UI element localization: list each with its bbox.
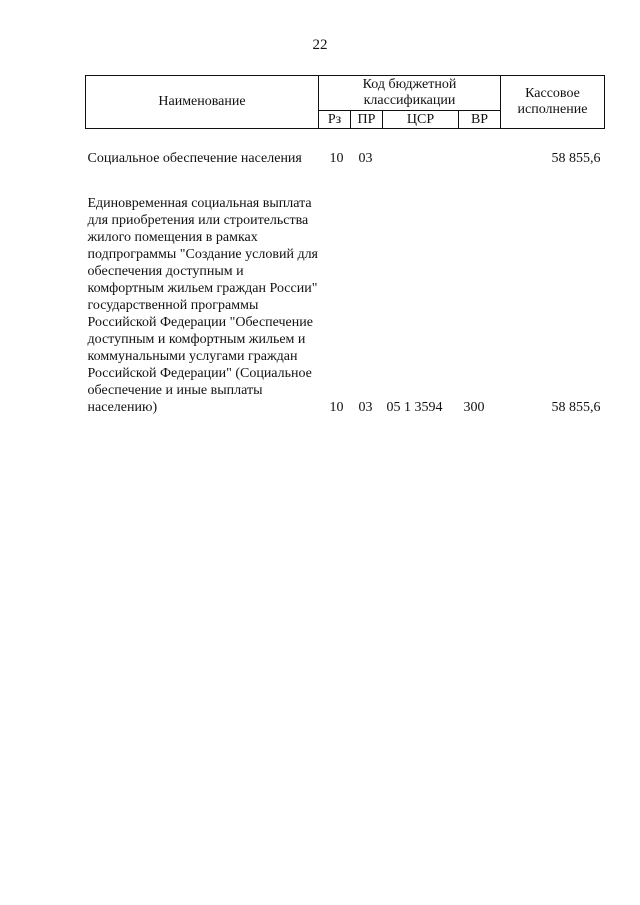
header-budget-code: Код бюджетной классификации xyxy=(319,76,501,111)
row-amount: 58 855,6 xyxy=(551,151,601,166)
row-rz: 10 xyxy=(329,400,344,415)
header-rz: Рз xyxy=(319,111,351,129)
header-cash-execution: Кассовое исполнение xyxy=(501,76,605,129)
spacer-row xyxy=(86,129,605,151)
row-csr: 05 1 3594 xyxy=(386,400,443,415)
budget-table xyxy=(85,75,605,416)
row-vr xyxy=(459,150,501,167)
header-name: Наименование xyxy=(86,76,319,129)
header-pr: ПР xyxy=(351,111,383,129)
header-vr: ВР xyxy=(459,111,501,129)
page-number: 22 xyxy=(312,37,328,53)
row-pr: 03 xyxy=(358,151,373,166)
spacer-row xyxy=(86,167,605,195)
header-csr: ЦСР xyxy=(383,111,459,129)
row-amount: 58 855,6 xyxy=(551,400,601,415)
table-header xyxy=(86,76,605,129)
table-row xyxy=(86,195,605,416)
row-pr: 03 xyxy=(358,400,373,415)
row-name: Социальное обеспечение населения xyxy=(87,151,302,166)
row-vr: 300 xyxy=(463,400,485,415)
row-name: Единовременная социальная выплата для приобретения или строительства жилого помещения в рамках подпрограммы "Создание условий для обеспечения доступным и комфортным жильем граждан России" государственной программы Российской Федерации "Обеспечение доступным и комфортным жильем и коммунальными услугами граждан Российской Федерации" (Социальное обеспечение и иные выплаты населению) xyxy=(87,196,318,415)
row-rz: 10 xyxy=(329,151,344,166)
table-row xyxy=(86,150,605,167)
row-csr xyxy=(383,150,459,167)
